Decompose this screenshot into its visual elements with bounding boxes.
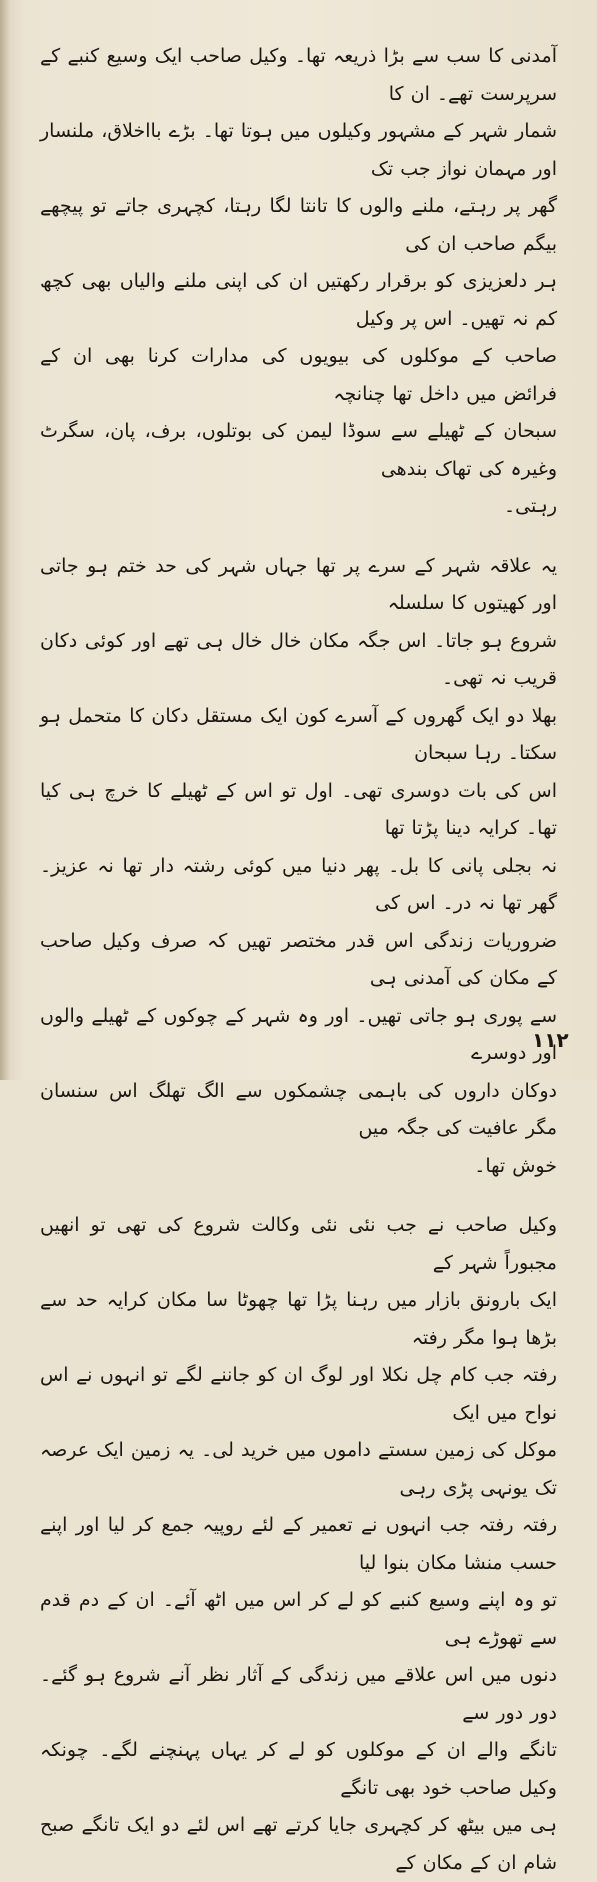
text-line: ضروریات زندگی اس قدر مختصر تھیں کہ صرف وکیل صاحب کے مکان کی آمدنی ہی: [40, 929, 557, 989]
text-line: سبحان کے ٹھیلے سے سوڈا لیمن کی بوتلوں، برف، پان، سگرٹ وغیرہ کی تھاک بندھی: [40, 420, 557, 480]
text-line: آمدنی کا سب سے بڑا ذریعہ تھا۔ وکیل صاحب ایک وسیع کنبے کے سرپرست تھے۔ ان کا: [40, 45, 557, 105]
text-line: شمار شہر کے مشہور وکیلوں میں ہوتا تھا۔ بڑے بااخلاق، ملنسار اور مہمان نواز جب تک: [40, 120, 557, 180]
text-line: موکل کی زمین سستے داموں میں خرید لی۔ یہ زمین ایک عرصہ تک یونہی پڑی رہی: [40, 1439, 557, 1499]
paragraph-2: [40, 548, 557, 1186]
text-line: گھر پر رہتے، ملنے والوں کا تانتا لگا رہتا، کچہری جاتے تو پیچھے بیگم صاحب ان کی: [40, 195, 557, 255]
text-line: تانگے والے ان کے موکلوں کو لے کر یہاں پہنچنے لگے۔ چونکہ وکیل صاحب خود بھی تانگے: [40, 1739, 557, 1799]
text-line: رفتہ جب کام چل نکلا اور لوگ ان کو جاننے لگے تو انہوں نے اس نواح میں ایک: [40, 1364, 557, 1424]
text-line: یہ علاقہ شہر کے سرے پر تھا جہاں شہر کی حد ختم ہو جاتی اور کھیتوں کا سلسلہ: [40, 554, 557, 614]
text-line: خوش تھا۔: [474, 1154, 557, 1177]
body-text: [40, 38, 557, 1882]
text-line: تو وہ اپنے وسیع کنبے کو لے کر اس میں اٹھ آئے۔ ان کے دم قدم سے تھوڑے ہی: [40, 1589, 557, 1649]
text-line: دوکان داروں کی باہمی چشمکوں سے الگ تھلگ اس سنسان مگر عافیت کی جگہ میں: [40, 1079, 557, 1139]
text-line: نہ بجلی پانی کا بل۔ پھر دنیا میں کوئی رشتہ دار تھا نہ عزیز۔ گھر تھا نہ در۔ اس کی: [40, 854, 557, 914]
page-spine-shadow: [0, 0, 10, 1080]
text-line: اس کی بات دوسری تھی۔ اول تو اس کے ٹھیلے کا خرچ ہی کیا تھا۔ کرایہ دینا پڑتا تھا: [40, 779, 557, 839]
page-number: ١١٢: [532, 1028, 569, 1052]
paragraph-1: [40, 38, 557, 526]
text-line: ہی میں بیٹھ کر کچہری جایا کرتے تھے اس لئے دو ایک تانگے صبح شام ان کے مکان کے: [40, 1814, 557, 1874]
paragraph-gap: [40, 526, 557, 548]
paragraph-gap: [40, 1185, 557, 1207]
text-line: بھلا دو ایک گھروں کے آسرے کون ایک مستقل دکان کا متحمل ہو سکتا۔ رہا سبحان: [40, 704, 557, 764]
text-line: صاحب کے موکلوں کی بیویوں کی مدارات کرنا بھی ان کے فرائض میں داخل تھا چنانچہ: [40, 345, 557, 405]
paragraph-3: [40, 1207, 557, 1882]
text-line: رہتی۔: [503, 495, 557, 517]
text-line: وکیل صاحب نے جب نئی نئی وکالت شروع کی تھی تو انھیں مجبوراً شہر کے: [40, 1214, 557, 1274]
text-line: دنوں میں اس علاقے میں زندگی کے آثار نظر آنے شروع ہو گئے۔ دور دور سے: [40, 1664, 557, 1724]
text-line: ایک بارونق بازار میں رہنا پڑا تھا چھوٹا سا مکان کرایہ حد سے بڑھا ہوا مگر رفتہ: [40, 1289, 557, 1349]
text-line: رفتہ رفتہ جب انہوں نے تعمیر کے لئے روپیہ جمع کر لیا اور اپنے حسب منشا مکان بنوا لیا: [40, 1514, 557, 1574]
text-line: شروع ہو جاتا۔ اس جگہ مکان خال خال ہی تھے اور کوئی دکان قریب نہ تھی۔: [40, 629, 557, 689]
text-line: سے پوری ہو جاتی تھیں۔ اور وہ شہر کے چوکوں کے ٹھیلے والوں اور دوسرے: [40, 1004, 557, 1064]
text-line: ہر دلعزیزی کو برقرار رکھتیں ان کی اپنی ملنے والیاں بھی کچھ کم نہ تھیں۔ اس پر وکیل: [40, 270, 557, 330]
